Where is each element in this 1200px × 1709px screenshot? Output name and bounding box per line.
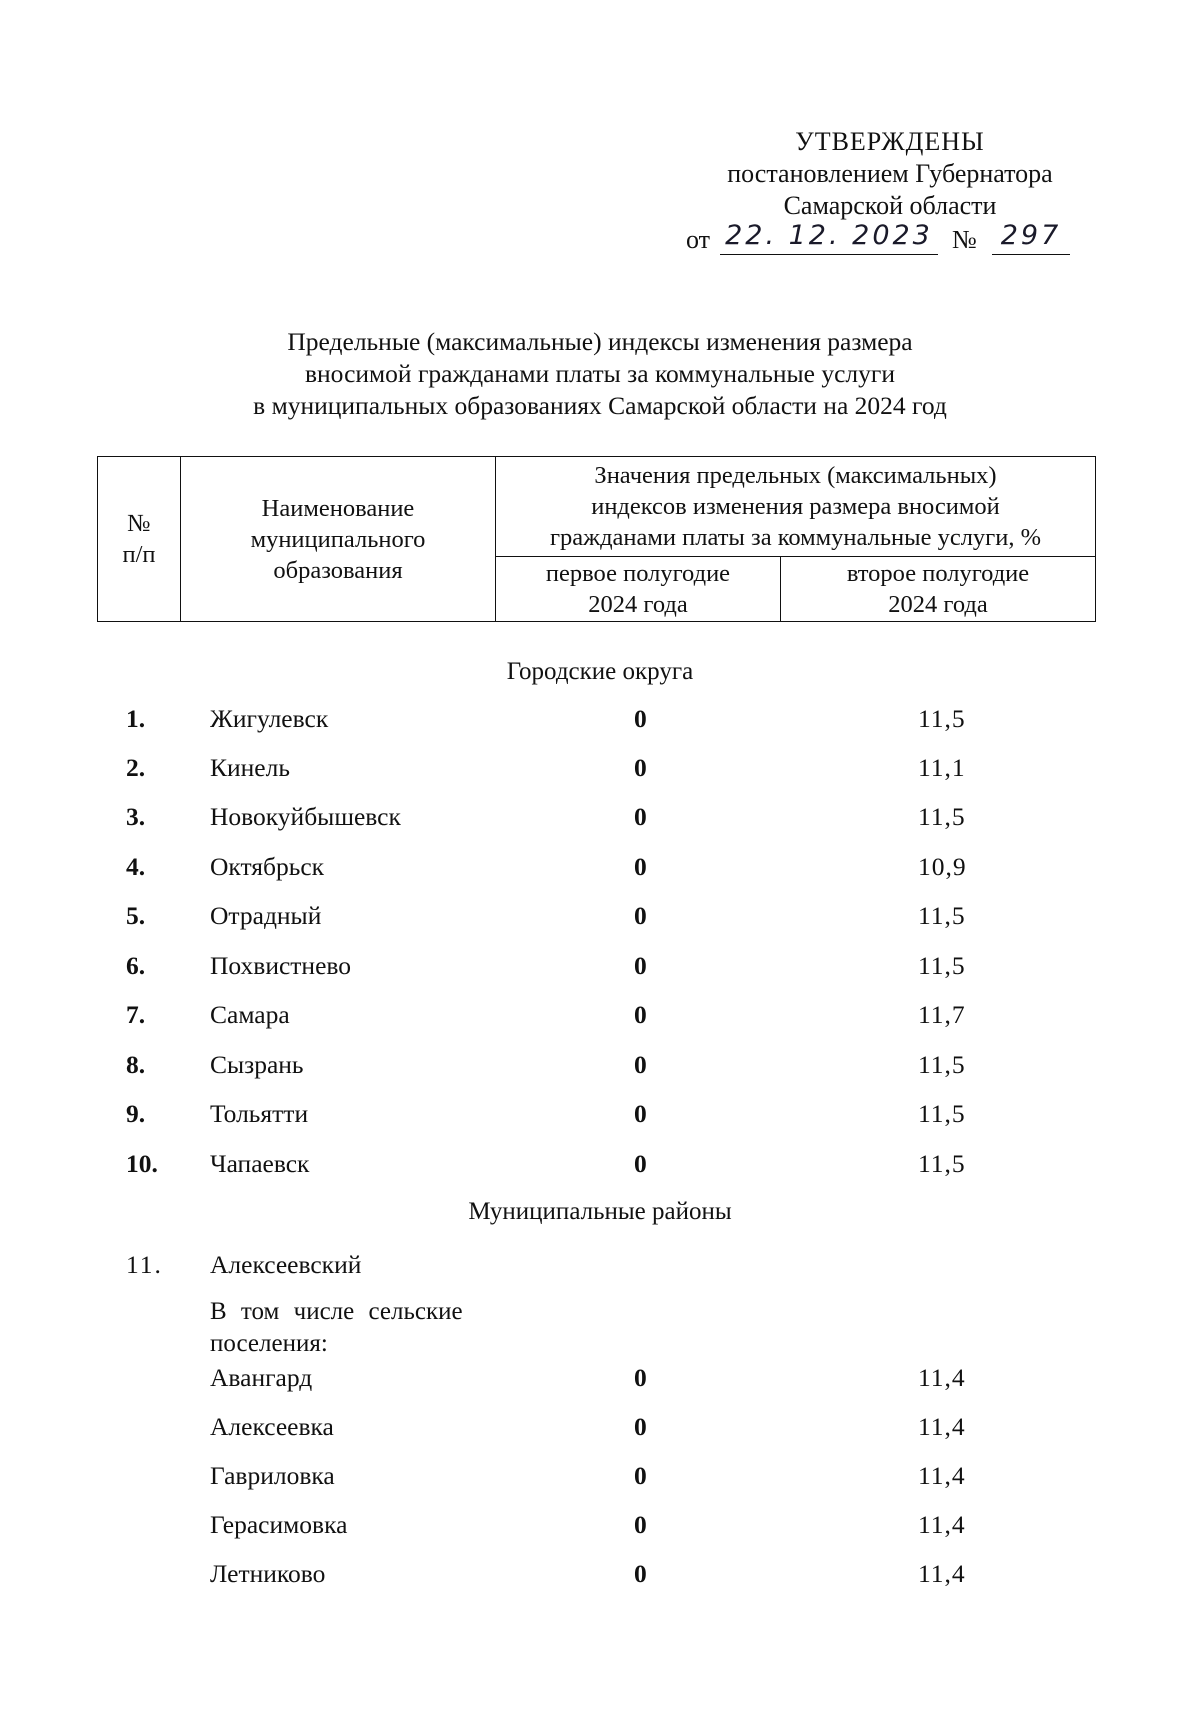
header-number-sign: № [127,510,151,537]
header-cell-number [98,457,181,622]
row-index: 6. [126,951,146,980]
row-second-half: 11,4 [918,1461,966,1490]
row-name: Летниково [210,1559,326,1588]
row-index: 8. [126,1050,146,1079]
approval-block [686,126,1090,260]
row-first-half: 0 [634,852,647,881]
title-line-3: в муниципальных образованиях Самарской области на 2024 год [253,391,947,420]
row-name: Отрадный [210,901,322,930]
subtitle-line-2: поселения: [210,1330,328,1357]
list-item [0,1510,1200,1544]
row-second-half: 11,5 [918,1050,966,1079]
row-name: Похвистнево [210,951,352,980]
row-first-half: 0 [634,1412,647,1441]
approval-title: УТВЕРЖДЕНЫ [795,127,985,156]
approval-number: 297 [992,220,1070,255]
row-first-half: 0 [634,1461,647,1490]
number-label: № [952,225,977,254]
row-name: Новокуйбышевск [210,802,401,831]
row-second-half: 11,5 [918,901,966,930]
table-row [0,1149,1200,1183]
row-second-half: 11,4 [918,1559,966,1588]
header-name-line-1: Наименование [261,494,415,522]
row-name: Гавриловка [210,1461,335,1490]
title-line-1: Предельные (максимальные) индексы изменения размера [287,327,913,356]
row-second-half: 11,5 [918,704,966,733]
row-name: Жигулевск [210,704,329,733]
row-first-half: 0 [634,1050,647,1079]
table-row [0,802,1200,836]
header-first-half-line-2: 2024 года [588,590,688,618]
row-index: 10. [126,1149,158,1178]
row-second-half: 11,5 [918,1149,966,1178]
row-name: Кинель [210,753,290,782]
settlements-subtitle [210,1296,510,1360]
row-name: Чапаевск [210,1149,310,1178]
table-row [0,1050,1200,1084]
row-index: 3. [126,802,146,831]
header-number-pp: п/п [122,541,156,568]
row-first-half: 0 [634,1099,647,1128]
row-first-half: 0 [634,753,647,782]
row-index: 2. [126,753,146,782]
row-second-half: 11,5 [918,951,966,980]
list-item [0,1363,1200,1397]
header-name-line-3: образования [273,556,403,584]
list-item [0,1559,1200,1593]
row-second-half: 11,7 [918,1000,966,1029]
header-name-line-2: муниципального [250,525,426,553]
table-header [97,456,1096,622]
section-urban-districts: Городские округа [506,658,694,685]
row-name: Алексеевка [210,1412,334,1441]
title-line-2: вносимой гражданами платы за коммунальные услуги [305,359,895,388]
approval-date: 22. 12. 2023 [720,220,938,255]
row-name: Тольятти [210,1099,309,1128]
list-item [0,1412,1200,1446]
row-index: 7. [126,1000,146,1029]
subtitle-line-1: В том числе сельские [210,1298,463,1325]
row-second-half: 11,5 [918,1099,966,1128]
header-cell-second-half [781,556,1096,621]
table-row [0,1099,1200,1133]
header-first-half-line-1: первое полугодие [545,559,731,587]
row-first-half: 0 [634,1149,647,1178]
section-municipal-districts: Муниципальные районы [468,1198,732,1225]
date-prefix: от [686,225,711,254]
table-row [0,704,1200,738]
row-second-half: 11,4 [918,1363,966,1392]
row-index: 4. [126,852,146,881]
approval-line-3: Самарской области [783,191,997,220]
row-first-half: 0 [634,1000,647,1029]
header-cell-first-half [496,556,781,621]
row-name: Сызрань [210,1050,304,1079]
list-item [0,1461,1200,1495]
row-first-half: 0 [634,704,647,733]
row-first-half: 0 [634,1510,647,1539]
row-index: 11. [126,1250,163,1279]
table-row [0,1000,1200,1034]
row-name: Самара [210,1000,290,1029]
document-title [150,326,1050,422]
row-index: 1. [126,704,146,733]
row-first-half: 0 [634,1363,647,1392]
row-first-half: 0 [634,951,647,980]
row-first-half: 0 [634,802,647,831]
row-name: Октябрьск [210,852,325,881]
row-second-half: 10,9 [918,852,967,881]
row-first-half: 0 [634,901,647,930]
table-row [0,951,1200,985]
header-values-line-3: гражданами платы за коммунальные услуги, % [549,523,1041,551]
row-second-half: 11,4 [918,1510,966,1539]
row-first-half: 0 [634,1559,647,1588]
header-values-line-2: индексов изменения размера вносимой [591,492,1000,520]
approval-dateline [686,220,1090,260]
header-values-line-1: Значения предельных (максимальных) [594,461,997,489]
row-index: 5. [126,901,146,930]
header-second-half-line-1: второе полугодие [846,559,1030,587]
approval-line-2: постановлением Губернатора [727,159,1053,188]
row-second-half: 11,1 [918,753,966,782]
table-row [0,852,1200,886]
table-row [0,753,1200,787]
row-name: Герасимовка [210,1510,348,1539]
row-second-half: 11,5 [918,802,966,831]
row-name: Авангард [210,1363,313,1392]
table-row [0,901,1200,935]
table-row [0,1250,1200,1284]
header-second-half-line-2: 2024 года [888,590,988,618]
header-cell-name [181,457,496,622]
row-index: 9. [126,1099,146,1128]
header-cell-values [496,457,1096,557]
row-second-half: 11,4 [918,1412,966,1441]
row-name: Алексеевский [210,1250,362,1279]
